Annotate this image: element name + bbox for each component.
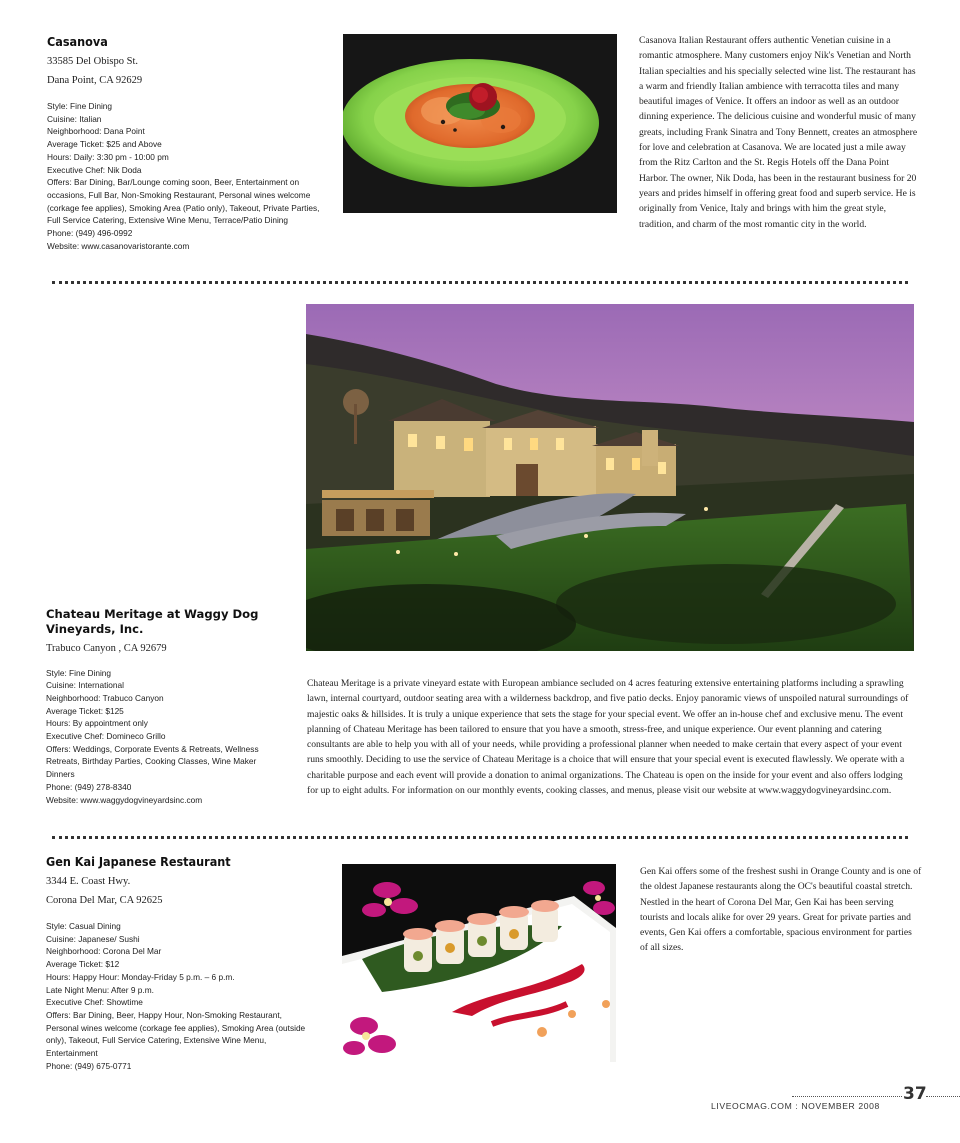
detail-neighborhood: Neighborhood: Corona Del Mar (46, 946, 162, 957)
address-line: Dana Point, CA 92629 (47, 74, 143, 86)
restaurant-details (46, 920, 308, 1072)
detail-website: Website: www.casanovaristorante.com (47, 240, 190, 251)
detail-offers: Offers: Bar Dining, Beer, Happy Hour, Non-Smoking Restaurant, Personal wines welcome (corkage fee applies), Smoking Area (outside only), Takeout, Full Service Catering, Extensive Wine Menu, Entertainment (46, 1009, 306, 1059)
section-divider (52, 836, 908, 839)
detail-style: Style: Fine Dining (47, 101, 113, 111)
restaurant-name: Gen Kai Japanese Restaurant (46, 854, 231, 869)
description-text: Casanova Italian Restaurant offers authentic Venetian cuisine in a romantic atmosphere. Many customers enjoy Nik's Venetian and North Italian specialties and his specially selected wine list. The restaurant has a warm and friendly Italian ambience with terracotta tiles and many beautiful images of Venice. It offers an indoor as well as an outdoor dinning experience. The delicious cuisine and wonderful music of many greats, including Frank Sinatra and Tony Bennett, creates an atmosphere for love and celebration at Casanova. We are located just a mile away from the Ritz Carlton and the St. Regis Hotels off the Dana Point Harbor. The owner, Nik Doda, has been in the restaurant business for 20 years and prides himself in offering great food and superb service. He is originally from Venice, Italy and brings with him the great style, tradition, and charm of the most romantic city in the world. (639, 35, 918, 230)
casanova-listing (47, 34, 327, 252)
detail-style: Style: Casual Dining (46, 921, 121, 931)
footer-credit (711, 1101, 880, 1111)
section-divider (52, 281, 908, 284)
detail-ticket: Average Ticket: $25 and Above (47, 139, 162, 150)
address-line: Corona Del Mar, CA 92625 (46, 894, 163, 906)
footer-site: LIVEOCMAG.COM (711, 1101, 793, 1111)
detail-late-night: Late Night Menu: After 9 p.m. (46, 984, 154, 995)
page-number: 37 (903, 1084, 927, 1104)
chateau-listing (46, 607, 278, 806)
detail-chef: Executive Chef: Showtime (46, 997, 143, 1008)
detail-chef: Executive Chef: Nik Doda (47, 164, 142, 175)
footer-rule-right (926, 1096, 960, 1097)
restaurant-name: Chateau Meritage at Waggy Dog Vineyards, Inc. (46, 607, 259, 636)
detail-ticket: Average Ticket: $12 (46, 959, 120, 970)
detail-cuisine: Cuisine: Japanese/ Sushi (46, 933, 140, 944)
address-line: 3344 E. Coast Hwy. (46, 876, 131, 887)
description-text: Gen Kai offers some of the freshest sushi in Orange County and is one of the oldest Japanese restaurants along the OC's beautiful coastal stretch. Nestled in the heart of Corona Del Mar, Gen Kai has been serving tourists and locals alike for over 29 years. Great for private parties and events, Gen Kai offers a comfortable, spacious environment for parties of all sizes. (640, 866, 922, 954)
restaurant-address (46, 640, 278, 659)
chateau-estate-photo (306, 304, 914, 651)
detail-neighborhood: Neighborhood: Trabuco Canyon (46, 692, 164, 703)
detail-hours: Hours: By appointment only (46, 718, 148, 729)
footer-rule-left (792, 1096, 902, 1097)
chateau-description (307, 676, 915, 798)
detail-style: Style: Fine Dining (46, 667, 112, 678)
detail-phone: Phone: (949) 278-8340 (46, 781, 132, 792)
detail-neighborhood: Neighborhood: Dana Point (47, 126, 145, 137)
detail-offers: Offers: Bar Dining, Bar/Lounge coming soon, Beer, Entertainment on occasions, Full Bar, Non-Smoking Restaurant, Personal wines welcome (corkage fee applies), Smoking Area (Patio only), Takeout, Private Parties, Full Service Catering, Extensive Wine Menu, Terrace/Patio Dining (47, 177, 320, 226)
restaurant-details (46, 667, 268, 807)
address-line: 33585 Del Obispo St. (47, 56, 139, 67)
restaurant-details (47, 100, 327, 252)
detail-hours: Hours: Daily: 3:30 pm - 10:00 pm (47, 151, 169, 162)
restaurant-address (47, 53, 327, 90)
genkai-sushi-photo (342, 864, 616, 1062)
detail-chef: Executive Chef: Domineco Grillo (46, 731, 166, 742)
restaurant-address (46, 873, 314, 910)
detail-hours: Hours: Happy Hour: Monday-Friday 5 p.m. – 6 p.m. (46, 971, 235, 982)
restaurant-name: Casanova (47, 34, 108, 49)
detail-cuisine: Cuisine: Italian (47, 113, 102, 124)
casanova-description (639, 33, 919, 232)
genkai-description (640, 864, 922, 956)
address-line: Trabuco Canyon , CA 92679 (46, 643, 167, 654)
detail-offers: Offers: Weddings, Corporate Events & Retreats, Wellness Retreats, Birthday Parties, Cooking Classes, Wine Maker Dinners (46, 743, 259, 780)
genkai-listing (46, 854, 314, 1072)
detail-website: Website: www.waggydogvineyardsinc.com (46, 794, 203, 805)
description-text: Chateau Meritage is a private vineyard estate with European ambiance secluded on 4 acres featuring extensive entertaining platforms including a sprawling lawn, internal courtyard, outdoor seating area with a wilderness backdrop, and five patio decks. Enjoy panoramic views of unspoiled natural surroundings of majestic oaks & hillsides. It is truly a unique experience that sets the stage for your special event. We offer an in-house chef and exclusive menu. The event planning of Chateau Meritage has been tailored to ensure that you have a smooth, stress-free, and unique experience. Our event planning and catering consultants are able to help you with all of your needs, while providing a professional planner when needed to make certain that every aspect of your event runs smoothly. Deciding to use the service of Chateau Meritage is a choice that will ensure that your special event is executed flawlessly. We operate with a charitable purpose and each event will provide a donation to animal organizations. The Chateau is open on the inside for your event and also offers lodging for up to eight adults. For information on our monthly events, cooking classes, and menus, please visit our website at www.waggydogvineyardsinc.com. (307, 678, 909, 797)
detail-phone: Phone: (949) 675-0771 (46, 1060, 132, 1071)
casanova-dish-photo (343, 34, 617, 213)
detail-phone: Phone: (949) 496-0992 (47, 228, 133, 239)
detail-cuisine: Cuisine: International (46, 680, 124, 691)
footer-issue: NOVEMBER 2008 (801, 1101, 880, 1111)
footer-separator: : (795, 1101, 799, 1111)
detail-ticket: Average Ticket: $125 (46, 705, 124, 716)
